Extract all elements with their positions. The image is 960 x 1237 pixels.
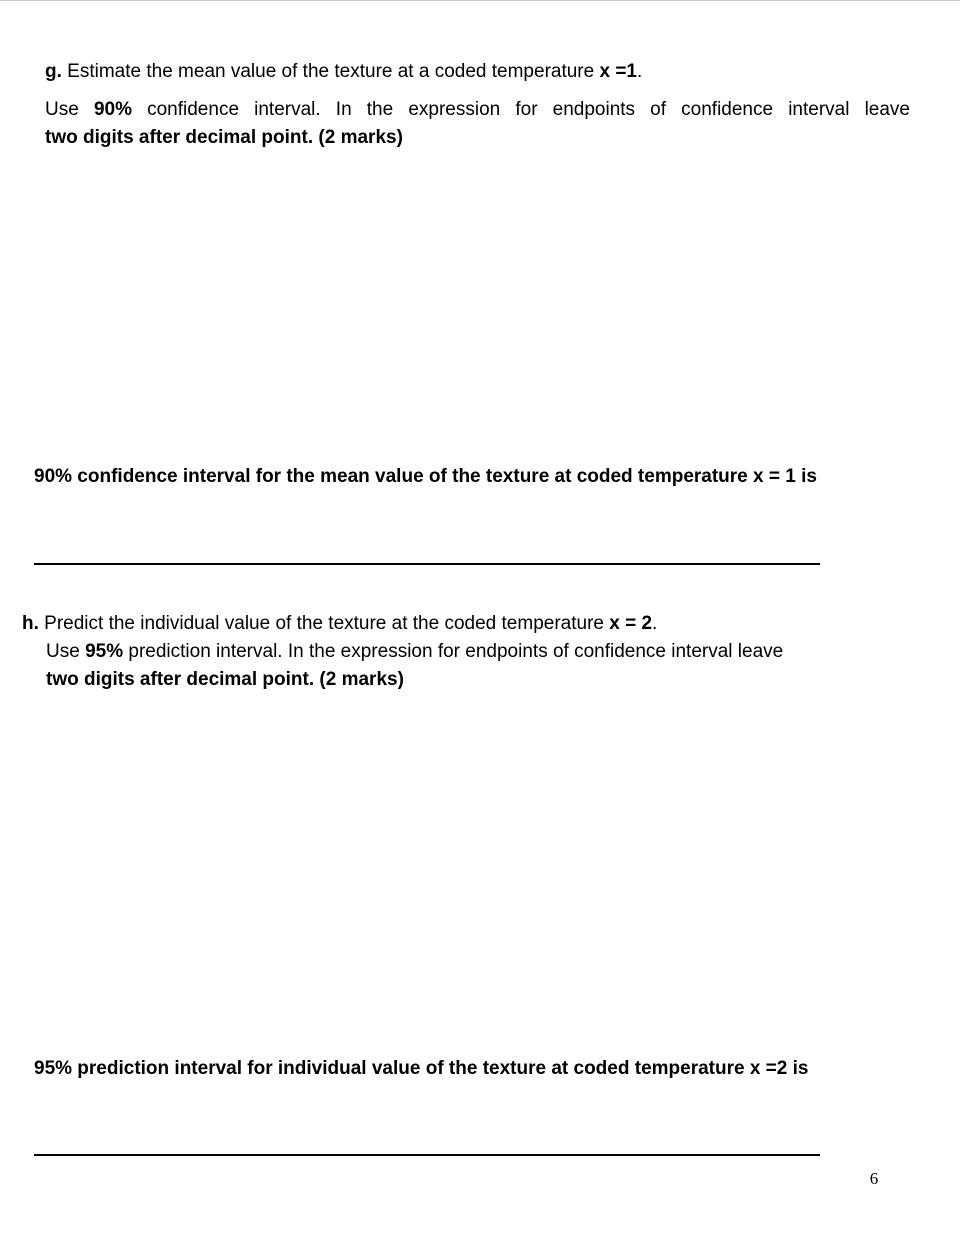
- page-top-border: [0, 0, 960, 1]
- question-h-label: h.: [22, 613, 39, 634]
- page-number: 6: [869, 1169, 879, 1188]
- question-h-instruction: [46, 640, 783, 664]
- question-g-instruction: [45, 98, 910, 122]
- question-g-variable: x =1: [599, 61, 637, 82]
- question-g-label: g.: [45, 61, 62, 82]
- question-g-answer-prompt: 90% confidence interval for the mean value of the texture at coded temperature x = 1 is: [34, 466, 817, 487]
- question-g-text: Estimate the mean value of the texture at a coded temperature: [67, 61, 595, 82]
- question-g-answer-line[interactable]: [34, 563, 820, 565]
- question-h-instruction-text: prediction interval. In the expression for endpoints of confidence interval leave: [128, 641, 784, 662]
- question-g-use: Use: [45, 99, 79, 120]
- question-h-percent: 95%: [85, 641, 124, 662]
- question-h-heading: [22, 612, 657, 636]
- question-g-period: .: [637, 61, 643, 82]
- question-h-answer-prompt: 95% prediction interval for individual value of the texture at coded temperature x =2 is: [34, 1058, 809, 1079]
- question-h-text: Predict the individual value of the texture at the coded temperature: [44, 613, 604, 634]
- question-h-marks: two digits after decimal point. (2 marks): [46, 669, 404, 690]
- question-h-use: Use: [46, 641, 80, 662]
- question-h-variable: x = 2: [609, 613, 653, 634]
- question-g-marks: two digits after decimal point. (2 marks): [45, 127, 403, 148]
- question-g-instruction-text: confidence interval. In the expression for endpoints of confidence interval leave: [147, 99, 911, 120]
- question-g-percent: 90%: [93, 99, 132, 120]
- question-h-period: .: [652, 613, 658, 634]
- question-h-answer-line[interactable]: [34, 1154, 820, 1156]
- question-g-heading: [45, 60, 642, 84]
